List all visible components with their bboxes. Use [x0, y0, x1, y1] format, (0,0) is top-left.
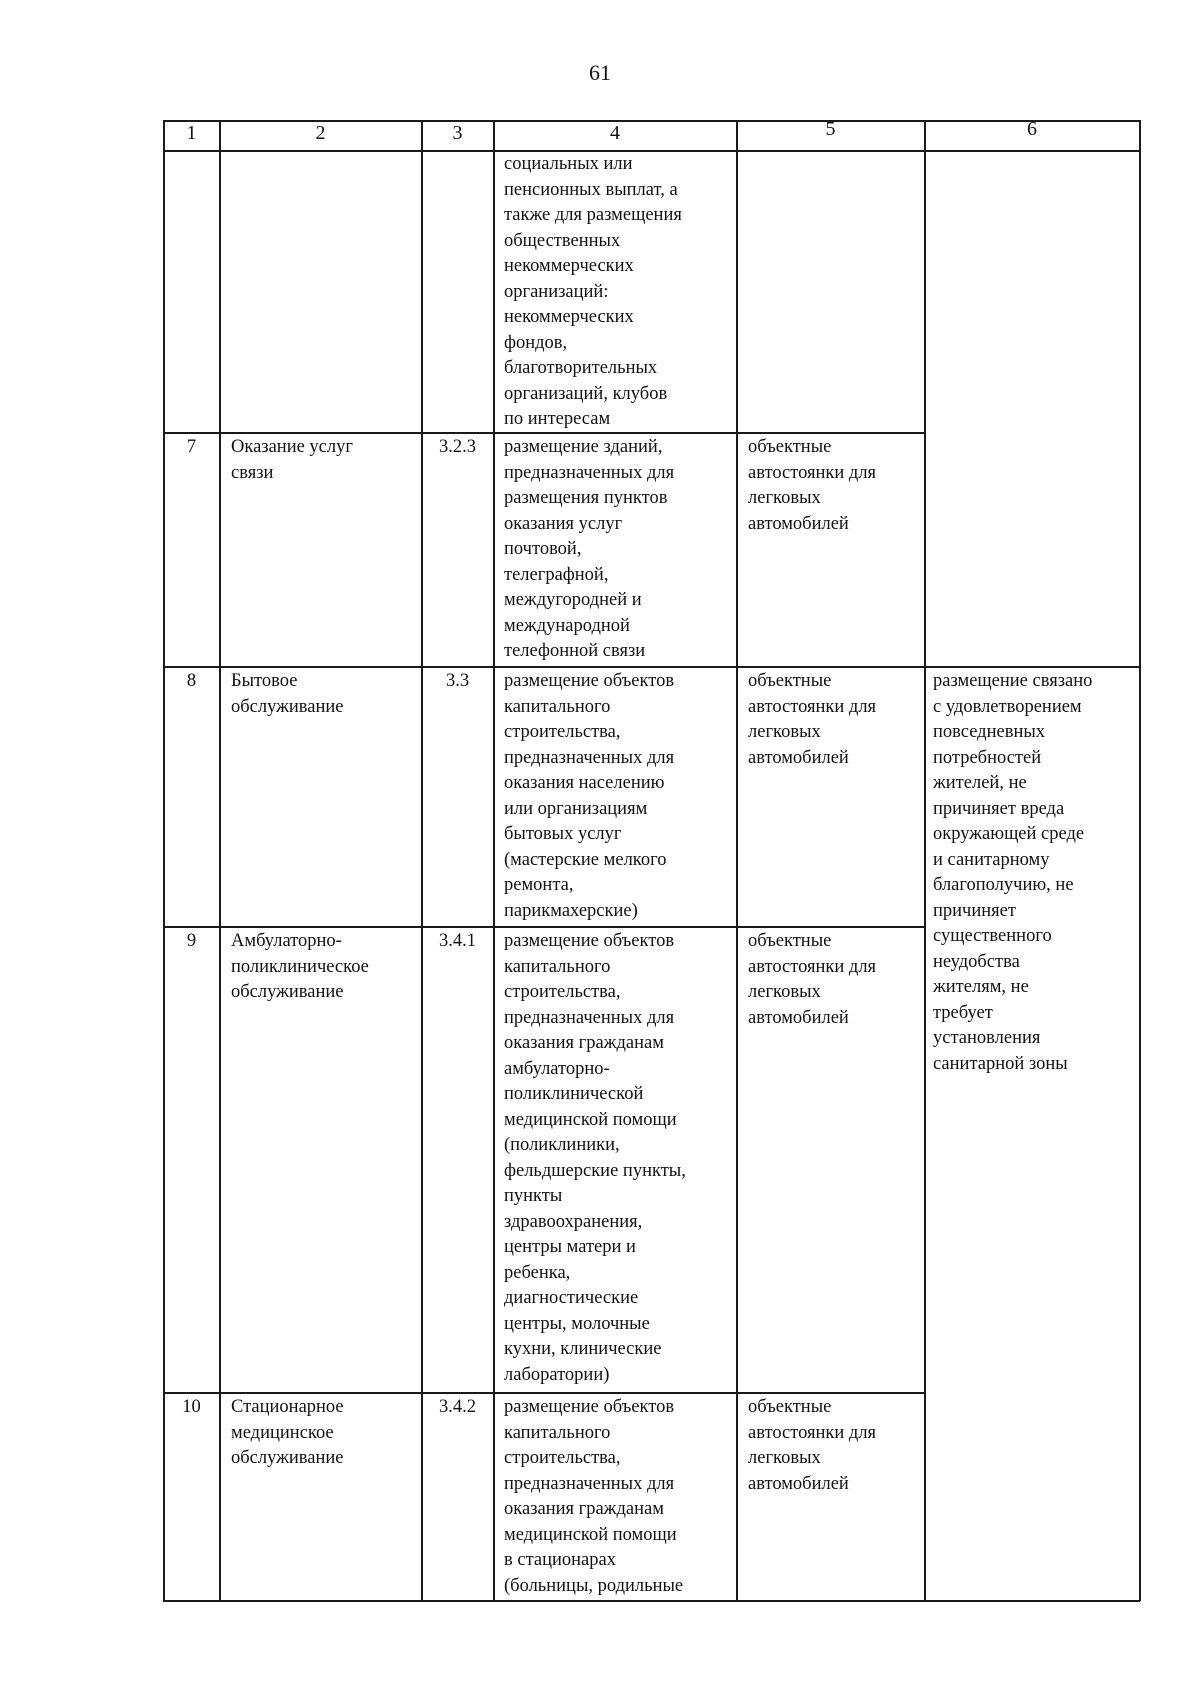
header-col-1: 1 — [186, 122, 197, 144]
row-9-code: 3.4.1 — [439, 931, 476, 951]
row-8-name: Бытовое обслуживание — [231, 671, 344, 717]
col-border-4-5 — [736, 120, 738, 1601]
col-border-1-2 — [219, 120, 221, 1601]
header-col-3: 3 — [452, 122, 463, 144]
row-7-name: Оказание услуг связи — [231, 437, 353, 483]
row-9-name: Амбулаторно- поликлиническое обслуживание — [231, 931, 369, 1002]
header-col-6: 6 — [1027, 118, 1037, 140]
row-divider-8 — [163, 666, 1140, 668]
row-8-parking: объектные автостоянки для легковых автомобилей — [748, 671, 877, 768]
header-col-4: 4 — [610, 122, 620, 144]
row-7-code: 3.2.3 — [439, 437, 476, 457]
merged-condition-text: размещение связано с удовлетворением повседневных потребностей жителей, не причиняет вреда окружающей среде и санитарному благополучию, не причиняет существенного неудобства жителям, не требует установления санитарной зоны — [933, 671, 1093, 1074]
row-8-description: размещение объектов капитального строительства, предназначенных для оказания населению или организациям бытовых услуг (мастерские мелкого ремонта, парикмахерские) — [504, 671, 675, 921]
row-9-description: размещение объектов капитального строительства, предназначенных для оказания гражданам амбулаторно- поликлинической медицинской помощи (поликлиники, фельдшерские пункты, пункты здравоохранения, центры матери и ребенка, диагностические центры, молочные кухни, клинические лаборатории) — [504, 931, 686, 1385]
header-col-5: 5 — [825, 118, 836, 140]
row-10-code: 3.4.2 — [439, 1397, 476, 1417]
row-10-name: Стационарное медицинское обслуживание — [231, 1397, 344, 1468]
col-border-3-4 — [493, 120, 495, 1601]
col-border-5-6 — [924, 120, 926, 1601]
row-10-number: 10 — [182, 1397, 201, 1417]
row-divider-10 — [163, 1392, 925, 1394]
continuation-description: социальных или пенсионных выплат, а также для размещения общественных некоммерческих организаций: некоммерческих фондов, благотворительных организаций, клубов по интересам — [504, 154, 682, 429]
table-bottom-border — [163, 1600, 1140, 1602]
col-border-right — [1139, 120, 1141, 1601]
row-7-number: 7 — [186, 437, 197, 457]
header-col-2: 2 — [315, 122, 326, 144]
row-9-number: 9 — [186, 931, 197, 951]
row-10-parking: объектные автостоянки для легковых автомобилей — [748, 1397, 877, 1494]
row-9-parking: объектные автостоянки для легковых автомобилей — [748, 931, 877, 1028]
row-8-number: 8 — [186, 671, 197, 691]
row-divider-9 — [163, 926, 925, 928]
row-7-description: размещение зданий, предназначенных для размещения пунктов оказания услуг почтовой, телеграфной, междугородней и международной телефонной связи — [504, 437, 675, 661]
row-7-parking: объектные автостоянки для легковых автомобилей — [748, 437, 877, 534]
row-8-code: 3.3 — [445, 671, 470, 691]
row-10-description: размещение объектов капитального строительства, предназначенных для оказания гражданам медицинской помощи в стационарах (больницы, родильные — [504, 1397, 684, 1596]
col-border-2-3 — [421, 120, 423, 1601]
col-border-left — [163, 120, 165, 1601]
page-number: 61 — [589, 60, 611, 85]
